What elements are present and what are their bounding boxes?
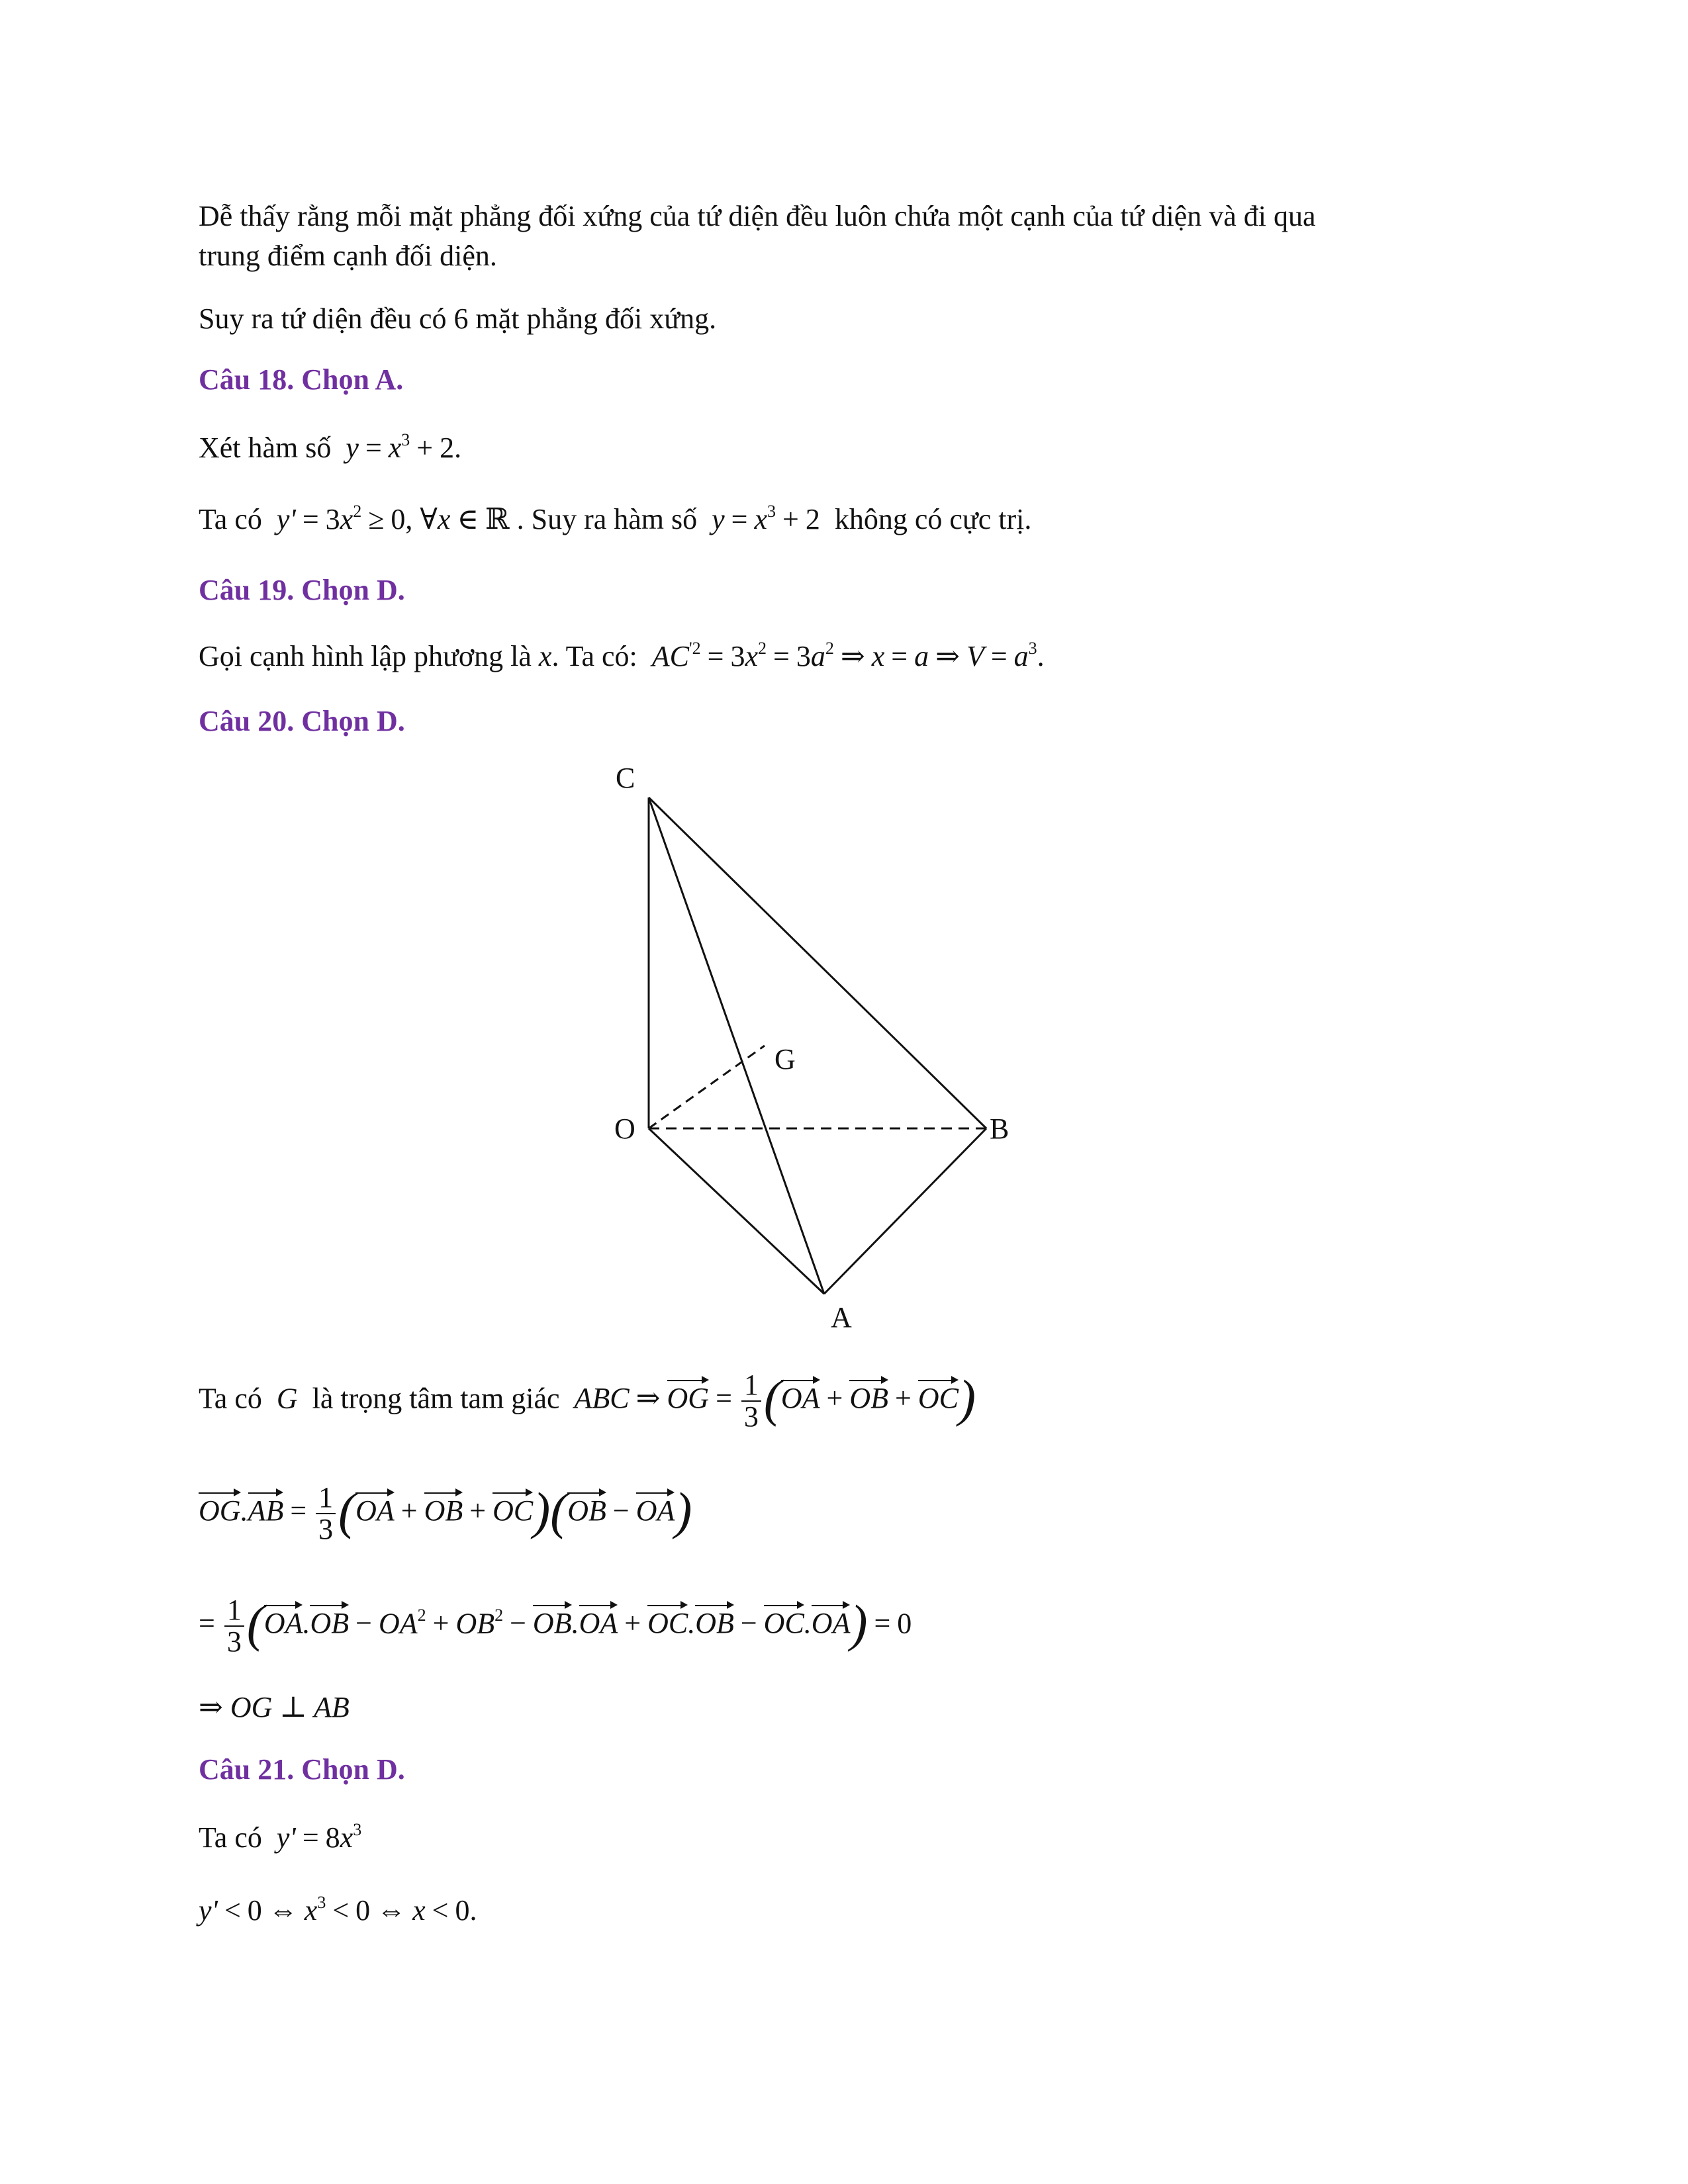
q21-line1 [199, 1820, 362, 1854]
q18-text: không có cực trị. [834, 503, 1032, 535]
q19-heading: Câu 19. Chọn D. [199, 574, 405, 606]
segment-OG-hidden [649, 1046, 765, 1128]
q18-formula: $y' = 3x^2 \ge 0$, ∀x ∈ ℝ [269, 502, 510, 535]
q20-conclusion-text: OG ⊥ AB [230, 1691, 350, 1723]
edge-OA [649, 1128, 824, 1294]
q19-line1: Gọi cạnh hình lập phương là x. Ta có: $AC^{'2} = 3x^2 = 3a^2$ ⇒ x = a ⇒ $V = a^3$. [199, 639, 1045, 672]
edge-BA [824, 1128, 986, 1294]
q19-text: Gọi cạnh hình lập phương là [199, 640, 532, 672]
label-B: B [990, 1113, 1009, 1145]
q20-text: là trọng tâm tam giác [312, 1382, 560, 1415]
q21-heading: Câu 21. Chọn D. [199, 1753, 405, 1786]
q20-line2: OG.AB = $\frac{1}{3}$ (OA + OB + OC)(OB − OA) [199, 1481, 692, 1546]
q20-heading: Câu 20. Chọn D. [199, 705, 405, 737]
label-O: O [614, 1113, 635, 1145]
q19-formula: $AC^{'2} = 3x^2 = 3a^2$ ⇒ x = a ⇒ $V = a^3$ [644, 639, 1037, 672]
q21-line2: y' < 0 ⇔ $x^3 < 0$ ⇔ x < 0. [199, 1893, 477, 1927]
paragraph-line: trung điểm cạnh đối diện. [199, 240, 497, 272]
q18-heading: Câu 18. Chọn A. [199, 363, 404, 396]
q18-text: Ta có [199, 503, 262, 535]
q18-text: . Suy ra hàm số [516, 503, 698, 535]
edge-CB [649, 797, 986, 1128]
q20-var: G [269, 1382, 305, 1415]
q18-formula: $y = x^3 + 2$ [704, 502, 820, 535]
q21-formula: $y' = 8x^3$ [269, 1820, 362, 1854]
q20-conclusion: ⇒ OG ⊥ AB [199, 1691, 350, 1723]
label-A: A [831, 1301, 852, 1334]
q20-line3: = $\frac{1}{3}$ $(OA.OB - OA^2 + OB^2 - OB.OA + OC.OB - OC.OA) = 0$ [199, 1594, 912, 1659]
paragraph-line: Dễ thấy rằng mỗi mặt phẳng đối xứng của tứ diện đều luôn chứa một cạnh của tứ diện và đi qua [199, 200, 1316, 232]
q20-text: Ta có [199, 1382, 262, 1415]
q18-line2 [199, 502, 1032, 535]
label-G: G [774, 1043, 796, 1075]
tetrahedron-figure [596, 754, 1059, 1350]
edge-CA [649, 797, 824, 1294]
q20-line1 [199, 1370, 976, 1432]
q18-text: Xét hàm số [199, 432, 332, 464]
q19-var: x [538, 640, 552, 672]
q19-text: . Ta có: [551, 640, 637, 672]
q20-formula: ABC ⇒ OG = $\frac{1}{3}$ (OA + OB + OC) [567, 1369, 976, 1433]
paragraph-line: Suy ra tứ diện đều có 6 mặt phẳng đối xứng. [199, 302, 717, 335]
label-C: C [616, 762, 635, 794]
q21-text: Ta có [199, 1821, 262, 1854]
q18-line1: Xét hàm số $y = x^3 + 2$. [199, 430, 462, 464]
q18-formula: $y = x^3 + 2$ [338, 430, 455, 464]
